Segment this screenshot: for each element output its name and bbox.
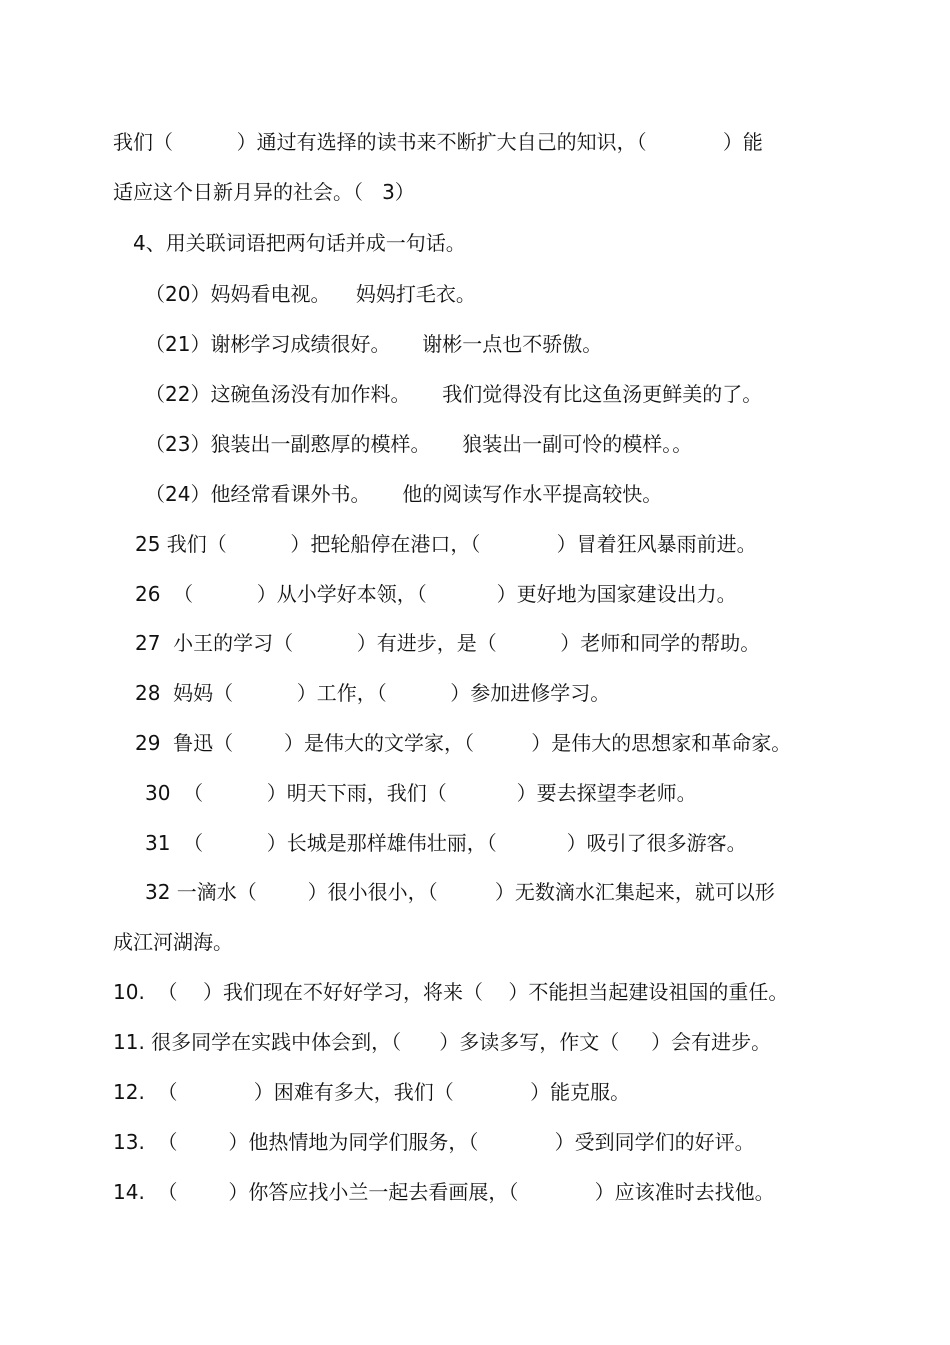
question-25: 25 我们（ ）把轮船停在港口，（ ）冒着狂风暴雨前进。 xyxy=(135,532,757,556)
question-30: 30 （ ）明天下雨，我们（ ）要去探望李老师。 xyxy=(145,781,697,805)
question-4-instruction: 4、用关联词语把两句话并成一句话。 xyxy=(133,231,466,255)
question-27: 27 小王的学习（ ）有进步，是（ ）老师和同学的帮助。 xyxy=(135,631,761,655)
question-26: 26 （ ）从小学好本领，（ ）更好地为国家建设出力。 xyxy=(135,582,737,606)
question-23: （23）狼装出一副憨厚的模样。 狼装出一副可怜的模样。。 xyxy=(145,432,693,456)
question-32-continued: 成江河湖海。 xyxy=(113,930,233,954)
question-32: 32 一滴水（ ）很小很小，（ ）无数滴水汇集起来，就可以形 xyxy=(145,880,775,904)
question-11: 11. 很多同学在实践中体会到，（ ）多读多写，作文（ ）会有进步。 xyxy=(113,1030,772,1054)
question-31: 31 （ ）长城是那样雄伟壮丽，（ ）吸引了很多游客。 xyxy=(145,831,747,855)
question-28: 28 妈妈（ ）工作，（ ）参加进修学习。 xyxy=(135,681,611,705)
text-line-1: 我们（ ）通过有选择的读书来不断扩大自己的知识，（ ）能 xyxy=(113,130,763,154)
question-12: 12. （ ）困难有多大，我们（ ）能克服。 xyxy=(113,1080,631,1104)
text-line-2: 适应这个日新月异的社会。（ 3） xyxy=(113,180,415,204)
question-21: （21）谢彬学习成绩很好。 谢彬一点也不骄傲。 xyxy=(145,332,603,356)
question-22: （22）这碗鱼汤没有加作料。 我们觉得没有比这鱼汤更鲜美的了。 xyxy=(145,382,763,406)
question-24: （24）他经常看课外书。 他的阅读写作水平提高较快。 xyxy=(145,482,663,506)
question-10: 10. （ ）我们现在不好好学习，将来（ ）不能担当起建设祖国的重任。 xyxy=(113,980,789,1004)
question-20: （20）妈妈看电视。 妈妈打毛衣。 xyxy=(145,282,476,306)
question-13: 13. （ ）他热情地为同学们服务，（ ）受到同学们的好评。 xyxy=(113,1130,755,1154)
question-14: 14. （ ）你答应找小兰一起去看画展，（ ）应该准时去找他。 xyxy=(113,1180,775,1204)
question-29: 29 鲁迅（ ）是伟大的文学家，（ ）是伟大的思想家和革命家。 xyxy=(135,731,792,755)
